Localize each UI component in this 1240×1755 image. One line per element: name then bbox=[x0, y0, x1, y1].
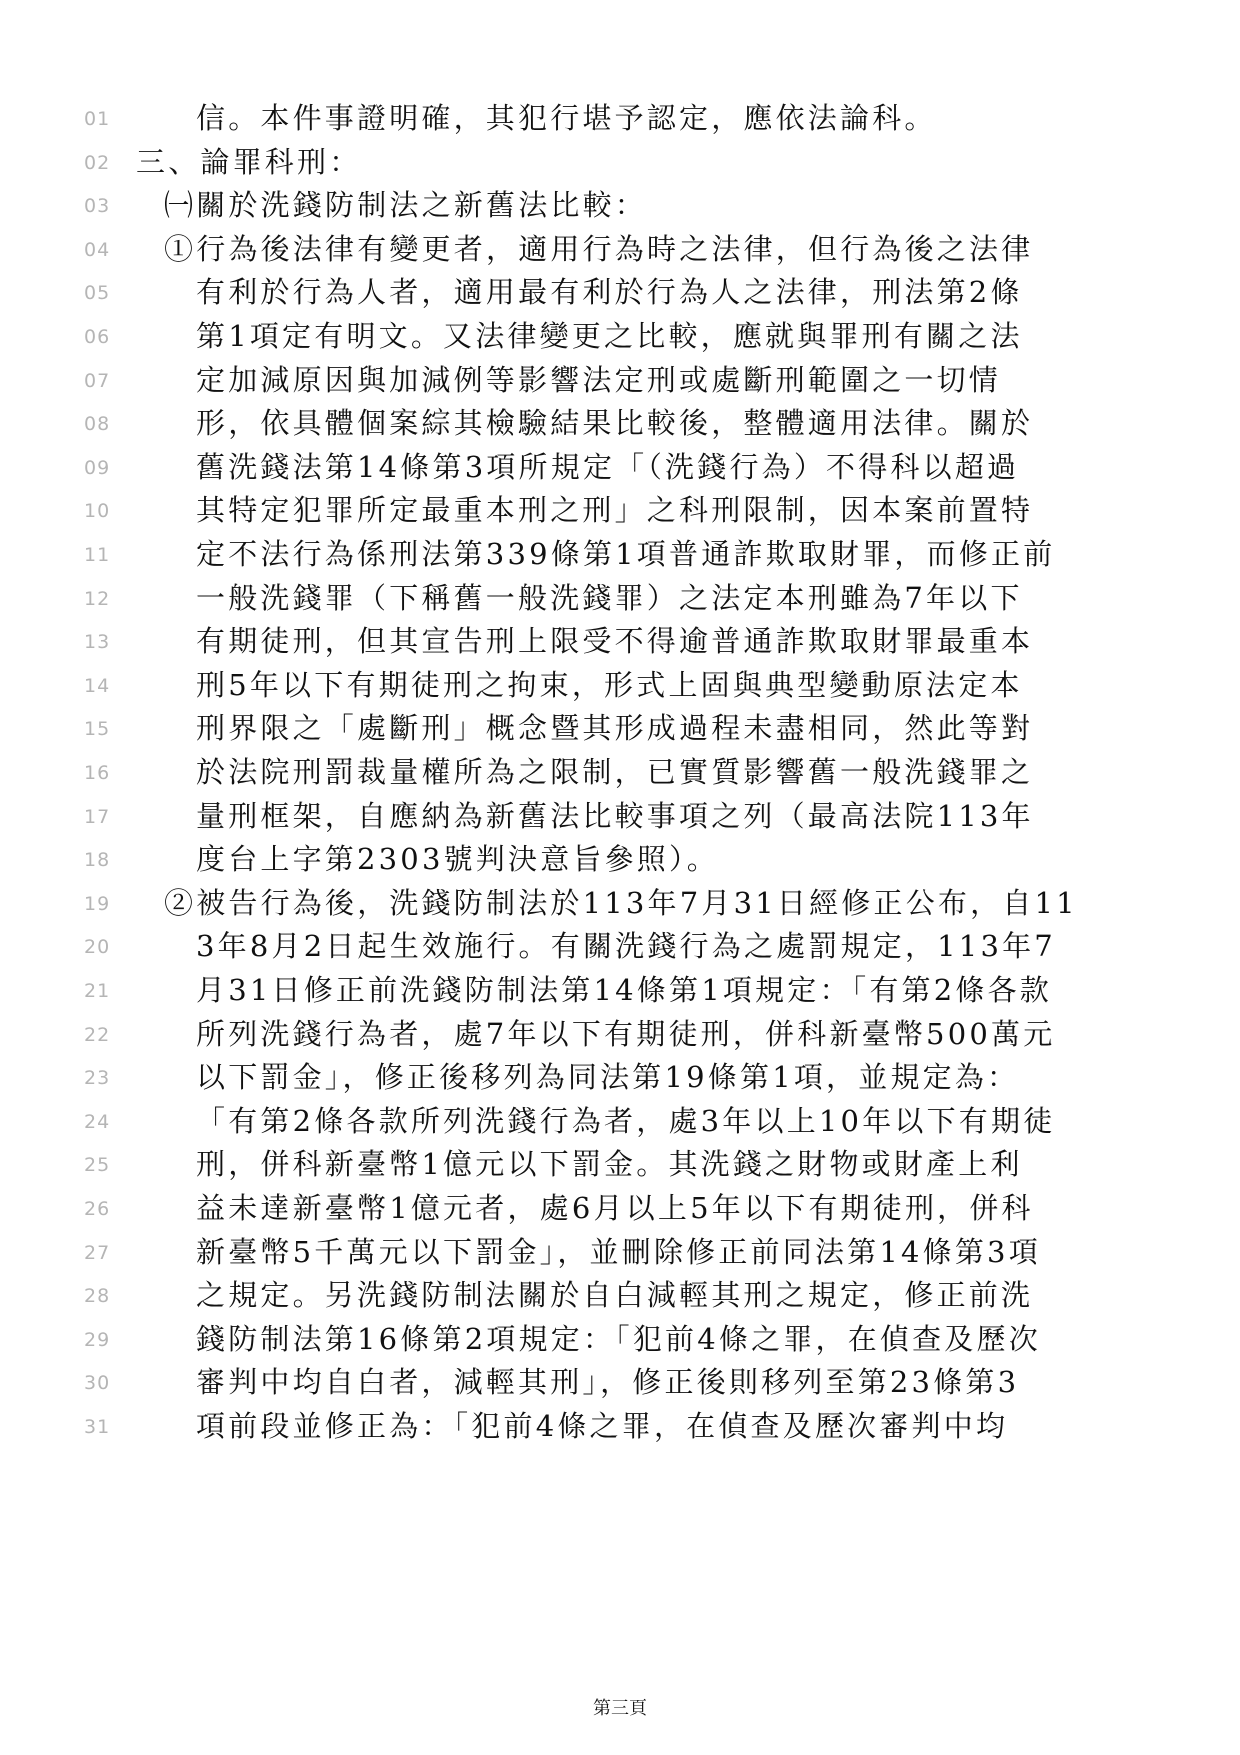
line-text: 審判中均自白者，減輕其刑」，修正後則移列至第23條第3 bbox=[196, 1365, 1020, 1400]
text-line bbox=[0, 661, 1240, 709]
text-line bbox=[0, 1315, 1240, 1363]
text-line bbox=[0, 1402, 1240, 1450]
text-line bbox=[0, 835, 1240, 883]
line-number: 20 bbox=[84, 936, 111, 959]
text-line bbox=[0, 312, 1240, 360]
text-line bbox=[0, 530, 1240, 578]
line-text: 第1項定有明文。又法律變更之比較，應就與罪刑有關之法 bbox=[196, 319, 1023, 353]
line-number: 16 bbox=[84, 762, 111, 784]
text-line bbox=[0, 574, 1240, 622]
line-text: 定不法行為係刑法第339條第1項普通詐欺取財罪，而修正前 bbox=[196, 537, 1056, 571]
line-number: 26 bbox=[84, 1198, 111, 1220]
line-text: 「有第2條各款所列洗錢行為者，處3年以上10年以下有期徒 bbox=[196, 1103, 1056, 1138]
line-text: 所列洗錢行為者，處7年以下有期徒刑，併科新臺幣500萬元 bbox=[196, 1016, 1056, 1051]
line-text: 信。本件事證明確，其犯行堪予認定，應依法論科。 bbox=[196, 101, 937, 135]
line-number: 04 bbox=[84, 238, 111, 261]
text-line bbox=[0, 879, 1240, 927]
line-text: 益未達新臺幣1億元者，處6月以上5年以下有期徒刑，併科 bbox=[196, 1191, 1034, 1225]
text-line bbox=[0, 1228, 1240, 1276]
text-line bbox=[0, 486, 1240, 534]
line-number: 10 bbox=[84, 500, 111, 523]
line-text: 項前段並修正為：「犯前4條之罪，在偵查及歷次審判中均 bbox=[196, 1409, 1009, 1443]
line-text: ①行為後法律有變更者，適用行為時之法律，但行為後之法律 bbox=[164, 231, 1034, 266]
line-number: 22 bbox=[84, 1023, 111, 1046]
line-text: 一般洗錢罪（下稱舊一般洗錢罪）之法定本刑雖為7年以下 bbox=[196, 580, 1023, 615]
line-number: 23 bbox=[84, 1067, 111, 1090]
text-line bbox=[0, 138, 1240, 186]
text-line bbox=[0, 443, 1240, 491]
line-number: 18 bbox=[84, 849, 111, 872]
text-line bbox=[0, 1010, 1240, 1058]
line-text: 有利於行為人者，適用最有利於行為人之法律，刑法第2條 bbox=[196, 275, 1023, 310]
line-number: 07 bbox=[84, 369, 111, 392]
line-number: 15 bbox=[84, 718, 111, 741]
text-line bbox=[0, 1140, 1240, 1188]
line-number: 05 bbox=[84, 282, 111, 305]
text-line bbox=[0, 792, 1240, 840]
line-text: 有期徒刑，但其宣告刑上限受不得逾普通詐欺取財罪最重本 bbox=[196, 624, 1034, 659]
line-text: 錢防制法第16條第2項規定：「犯前4條之罪，在偵查及歷次 bbox=[196, 1321, 1041, 1356]
text-line bbox=[0, 225, 1240, 273]
line-text: 3年8月2日起生效施行。有關洗錢行為之處罰規定，113年7 bbox=[196, 929, 1056, 964]
line-number: 30 bbox=[84, 1372, 111, 1395]
text-line bbox=[0, 1184, 1240, 1232]
text-line bbox=[0, 617, 1240, 665]
line-number: 28 bbox=[84, 1285, 111, 1308]
text-line bbox=[0, 1053, 1240, 1101]
line-number: 08 bbox=[84, 413, 111, 436]
line-number: 03 bbox=[84, 195, 111, 218]
line-text: ②被告行為後，洗錢防制法於113年7月31日經修正公布，自11 bbox=[164, 885, 1078, 920]
line-number: 31 bbox=[84, 1416, 111, 1438]
text-line bbox=[0, 268, 1240, 316]
line-text: ㈠關於洗錢防制法之新舊法比較： bbox=[164, 188, 648, 223]
line-text: 形，依具體個案綜其檢驗結果比較後，整體適用法律。關於 bbox=[196, 406, 1034, 441]
line-number: 14 bbox=[84, 674, 111, 697]
line-text: 以下罰金」，修正後移列為同法第19條第1項，並規定為： bbox=[196, 1060, 1020, 1095]
text-line bbox=[0, 181, 1240, 229]
text-line bbox=[0, 356, 1240, 404]
line-text: 其特定犯罪所定最重本刑之刑」之科刑限制，因本案前置特 bbox=[196, 493, 1034, 528]
text-line bbox=[0, 399, 1240, 447]
line-text: 於法院刑罰裁量權所為之限制，已實質影響舊一般洗錢罪之 bbox=[196, 755, 1034, 789]
text-line bbox=[0, 1271, 1240, 1319]
text-line bbox=[0, 966, 1240, 1014]
text-line bbox=[0, 704, 1240, 752]
line-number: 13 bbox=[84, 631, 111, 654]
line-text: 月31日修正前洗錢防制法第14條第1項規定：「有第2條各款 bbox=[196, 973, 1053, 1007]
text-line bbox=[0, 94, 1240, 142]
line-number: 25 bbox=[84, 1154, 111, 1177]
line-number: 01 bbox=[84, 108, 111, 130]
text-line bbox=[0, 922, 1240, 970]
line-number: 24 bbox=[84, 1110, 111, 1133]
page-footer: 第三頁 bbox=[593, 1698, 647, 1719]
line-number: 09 bbox=[84, 456, 111, 479]
line-text: 三、論罪科刑： bbox=[136, 144, 362, 179]
text-line bbox=[0, 748, 1240, 796]
line-number: 21 bbox=[84, 980, 111, 1002]
line-text: 之規定。另洗錢防制法關於自白減輕其刑之規定，修正前洗 bbox=[196, 1278, 1034, 1313]
line-number: 12 bbox=[84, 587, 111, 610]
text-line bbox=[0, 1097, 1240, 1145]
line-number: 17 bbox=[84, 805, 111, 828]
line-number: 11 bbox=[84, 544, 111, 566]
line-text: 刑界限之「處斷刑」概念暨其形成過程未盡相同，然此等對 bbox=[196, 711, 1034, 746]
line-text: 度台上字第2303號判決意旨參照）。 bbox=[196, 842, 719, 877]
line-number: 06 bbox=[84, 326, 111, 348]
line-number: 19 bbox=[84, 892, 111, 915]
line-text: 量刑框架，自應納為新舊法比較事項之列（最高法院113年 bbox=[196, 798, 1034, 833]
line-number: 02 bbox=[84, 151, 111, 174]
line-text: 定加減原因與加減例等影響法定刑或處斷刑範圍之一切情 bbox=[196, 362, 1002, 397]
line-text: 舊洗錢法第14條第3項所規定「（洗錢行為）不得科以超過 bbox=[196, 449, 1020, 484]
line-number: 29 bbox=[84, 1328, 111, 1351]
line-number: 27 bbox=[84, 1241, 111, 1264]
line-text: 刑，併科新臺幣1億元以下罰金。其洗錢之財物或財產上利 bbox=[196, 1147, 1023, 1182]
line-text: 刑5年以下有期徒刑之拘束，形式上固與典型變動原法定本 bbox=[196, 667, 1023, 702]
text-line bbox=[0, 1358, 1240, 1406]
line-text: 新臺幣5千萬元以下罰金」，並刪除修正前同法第14條第3項 bbox=[196, 1234, 1041, 1269]
